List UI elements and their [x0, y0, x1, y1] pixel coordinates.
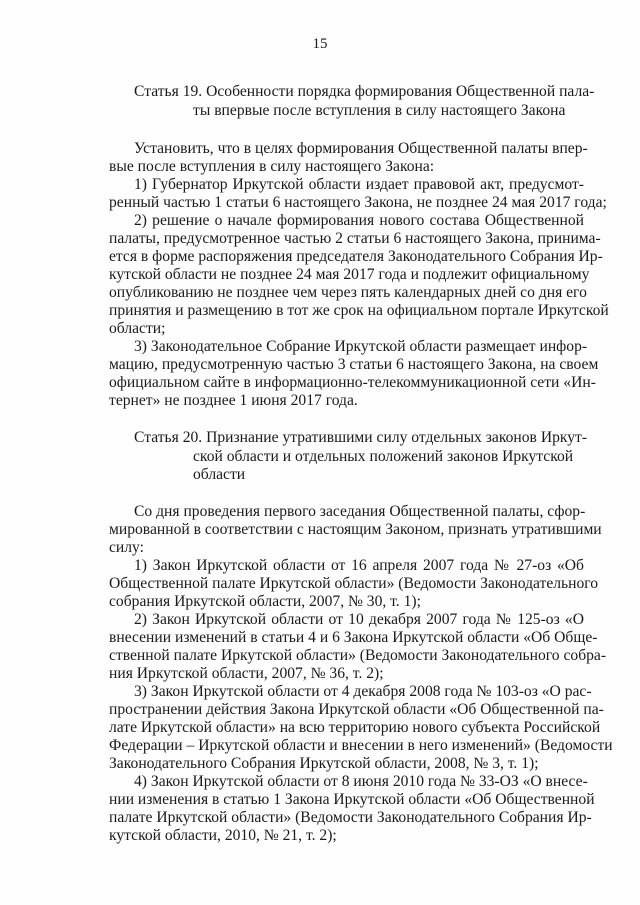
paragraph-line: пространении действия Закона Иркутской области «Об Общественной па- [109, 701, 604, 718]
paragraph-line: 2) решение о начале формирования нового состава Общественной [134, 212, 584, 229]
paragraph-line: палаты, предусмотренное частью 2 статьи 6 настоящего Закона, принима- [109, 230, 601, 247]
paragraph-line: 3) Законодательное Собрание Иркутской области размещает инфор- [134, 338, 588, 355]
paragraph-line: Федерации – Иркутской области и внесении в него изменений» (Ведомости [109, 737, 613, 754]
article-20-heading-line-1: Статья 20. Признание утратившими силу отдельных законов Иркут- [134, 429, 588, 446]
article-20-heading-line-3: области [193, 466, 246, 483]
article-19-heading-line-1: Статья 19. Особенности порядка формирования Общественной пала- [134, 83, 595, 100]
paragraph-line: 4) Закон Иркутской области от 8 июня 2010 года № 33-ОЗ «О внесе- [134, 773, 588, 790]
paragraph-line: 1) Губернатор Иркутской области издает правовой акт, предусмот- [134, 176, 584, 193]
paragraph-line: нии изменения в статью 1 Закона Иркутской области «Об Общественной [109, 791, 595, 808]
paragraph-line: области; [109, 320, 166, 337]
paragraph-line: палате Иркутской области» (Ведомости Законодательного Собрания Ир- [109, 809, 592, 826]
page-number: 15 [312, 36, 328, 52]
paragraph-line: ственной палате Иркутской области» (Ведомости Законодательного собра- [109, 647, 607, 664]
paragraph-line: тернет» не позднее 1 июня 2017 года. [109, 392, 358, 409]
paragraph-line: вые после вступления в силу настоящего Закона: [109, 158, 435, 175]
paragraph-line: мированной в соответствии с настоящим Законом, признать утратившими [109, 521, 602, 538]
paragraph-line: 3) Закон Иркутской области от 4 декабря 2008 года № 103-оз «О рас- [134, 683, 592, 700]
paragraph-line: 1) Закон Иркутской области от 16 апреля 2007 года № 27-оз «Об [134, 557, 584, 574]
paragraph-line: силу: [109, 539, 144, 556]
article-20-heading-line-2: ской области и отдельных положений законов Иркутской [193, 448, 574, 465]
paragraph-line: опубликованию не позднее чем через пять календарных дней со дня его [109, 284, 587, 301]
paragraph-line: 2) Закон Иркутской области от 10 декабря 2007 года № 125-оз «О [134, 611, 584, 628]
paragraph-line: кутской области не позднее 24 мая 2017 года и подлежит официальному [109, 266, 590, 283]
paragraph-line: ния Иркутской области, 2007, № 36, т. 2); [109, 665, 384, 682]
paragraph-line: кутской области, 2010, № 21, т. 2); [109, 827, 337, 844]
paragraph-line: официальном сайте в информационно-телекоммуникационной сети «Ин- [109, 374, 596, 391]
paragraph-line: ренный частью 1 статьи 6 настоящего Закона, не позднее 24 мая 2017 года; [109, 194, 607, 211]
paragraph-line: Со дня проведения первого заседания Общественной палаты, сфор- [134, 503, 586, 520]
paragraph-line: ется в форме распоряжения председателя Законодательного Собрания Ир- [109, 248, 603, 265]
paragraph-line: Общественной палате Иркутской области» (Ведомости Законодательного [109, 575, 599, 592]
paragraph-line: Законодательного Собрания Иркутской области, 2008, № 3, т. 1); [109, 755, 539, 772]
paragraph-line: собрания Иркутской области, 2007, № 30, т. 1); [109, 593, 421, 610]
article-19-heading-line-2: ты впервые после вступления в силу настоящего Закона [193, 102, 566, 119]
paragraph-line: принятия и размещению в тот же срок на официальном портале Иркутской [109, 302, 609, 319]
paragraph-line: Установить, что в целях формирования Общественной палаты впер- [134, 140, 588, 157]
paragraph-line: внесении изменений в статьи 4 и 6 Закона Иркутской области «Об Обще- [109, 629, 598, 646]
paragraph-line: лате Иркутской области» на всю территорию нового субъекта Российской [109, 719, 601, 736]
paragraph-line: мацию, предусмотренную частью 3 статьи 6 настоящего Закона, на своем [109, 356, 599, 373]
